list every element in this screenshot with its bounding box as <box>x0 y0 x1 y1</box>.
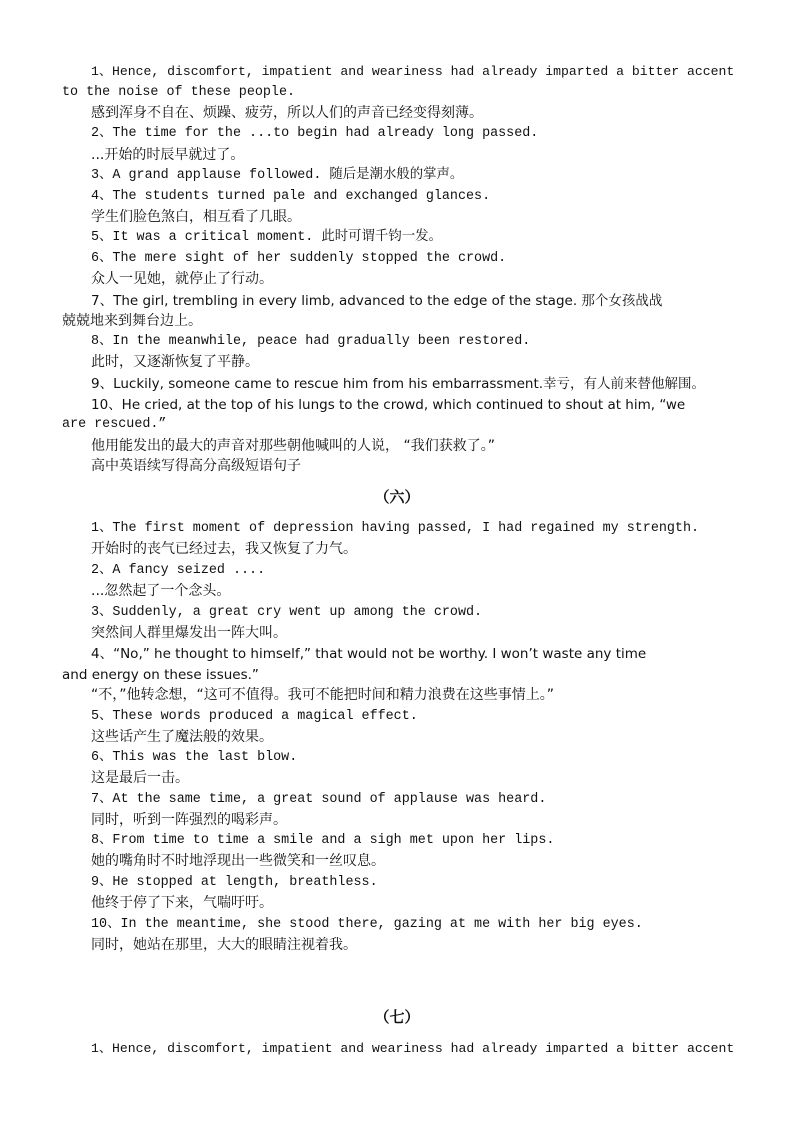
s6-item9-en: 9、He stopped at length, breathless. <box>91 875 378 890</box>
s5-item4-zh: 学生们脸色煞白，相互看了几眼。 <box>91 209 301 225</box>
s5-item7-line1: 7、The girl, trembling in every limb, advanced to the edge of the stage. 那个女孩战战 <box>91 293 663 309</box>
s7-item1-en-line1: 1、Hence, discomfort, impatient and weariness had already imparted a bitter accent <box>91 1041 735 1056</box>
s5-item2-en: 2、The time for the ...to begin had already long passed. <box>91 126 539 141</box>
s5-item5-en: 5、It was a critical moment. 此时可谓千钧一发。 <box>91 230 442 245</box>
s6-item10-en: 10、In the meantime, she stood there, gazing at me with her big eyes. <box>91 917 643 932</box>
s6-item10-zh: 同时，她站在那里，大大的眼睛注视着我。 <box>91 937 357 953</box>
s6-item6-zh: 这是最后一击。 <box>91 770 189 786</box>
s6-item4-line1: 4、“No,” he thought to himself,” that would not be worthy. I won’t waste any time <box>91 646 647 662</box>
s6-item1-zh: 开始时的丧气已经过去，我又恢复了力气。 <box>91 541 357 557</box>
s6-item2-zh: ...忽然起了一个念头。 <box>91 583 231 599</box>
s6-item6-en: 6、This was the last blow. <box>91 750 298 765</box>
s6-item8-zh: 她的嘴角时不时地浮现出一些微笑和一丝叹息。 <box>91 853 385 869</box>
s5-item3-en: 3、A grand applause followed. 随后是潮水般的掌声。 <box>91 168 464 183</box>
s6-item7-en: 7、At the same time, a great sound of applause was heard. <box>91 792 547 807</box>
s6-item7-zh: 同时，听到一阵强烈的喝彩声。 <box>91 812 287 828</box>
s5-item6-zh: 众人一见她，就停止了行动。 <box>91 271 273 287</box>
s6-item4-zh: “不，”他转念想，“这可不值得。我可不能把时间和精力浪费在这些事情上。” <box>91 687 555 703</box>
s6-item2-en: 2、A fancy seized .... <box>91 563 266 578</box>
s5-item2-zh: ...开始的时辰早就过了。 <box>91 147 245 163</box>
s6-item4-line2: and energy on these issues.” <box>62 667 259 683</box>
s5-item8-en: 8、In the meanwhile, peace had gradually been restored. <box>91 334 531 349</box>
s6-item8-en: 8、From time to time a smile and a sigh met upon her lips. <box>91 833 555 848</box>
s6-item5-en: 5、These words produced a magical effect. <box>91 709 418 724</box>
s6-item9-zh: 他终于停了下来，气喘吁吁。 <box>91 895 273 911</box>
s6-item3-en: 3、Suddenly, a great cry went up among the crowd. <box>91 605 483 620</box>
s5-item10-line1: 10、He cried, at the top of his lungs to the crowd, which continued to shout at him, “we <box>91 397 686 413</box>
s5-item10-zh: 他用能发出的最大的声音对那些朝他喊叫的人说， “我们获救了。” <box>91 438 495 454</box>
s5-item6-en: 6、The mere sight of her suddenly stopped the crowd. <box>91 251 507 266</box>
document-subtitle: 高中英语续写得高分高级短语句子 <box>91 458 301 474</box>
s6-item1-en: 1、The first moment of depression having passed, I had regained my strength. <box>91 521 700 536</box>
s5-item1-zh: 感到浑身不自在、烦躁、疲劳，所以人们的声音已经变得刻薄。 <box>91 105 483 121</box>
s5-item10-line2: are rescued.” <box>62 417 167 432</box>
s5-item4-en: 4、The students turned pale and exchanged glances. <box>91 189 491 204</box>
s5-item1-en-line2: to the noise of these people. <box>62 85 296 100</box>
s5-item7-line2: 兢兢地来到舞台边上。 <box>62 313 202 329</box>
section-6-heading: （六） <box>374 488 420 506</box>
s5-item8-zh: 此时，又逐渐恢复了平静。 <box>91 354 259 370</box>
s6-item3-zh: 突然间人群里爆发出一阵大叫。 <box>91 625 287 641</box>
s5-item1-en-line1: 1、Hence, discomfort, impatient and weariness had already imparted a bitter accent <box>91 64 735 79</box>
s5-item9: 9、Luckily, someone came to rescue him from his embarrassment.幸亏，有人前来替他解围。 <box>91 376 706 392</box>
section-7-heading: （七） <box>374 1008 420 1026</box>
s6-item5-zh: 这些话产生了魔法般的效果。 <box>91 729 273 745</box>
